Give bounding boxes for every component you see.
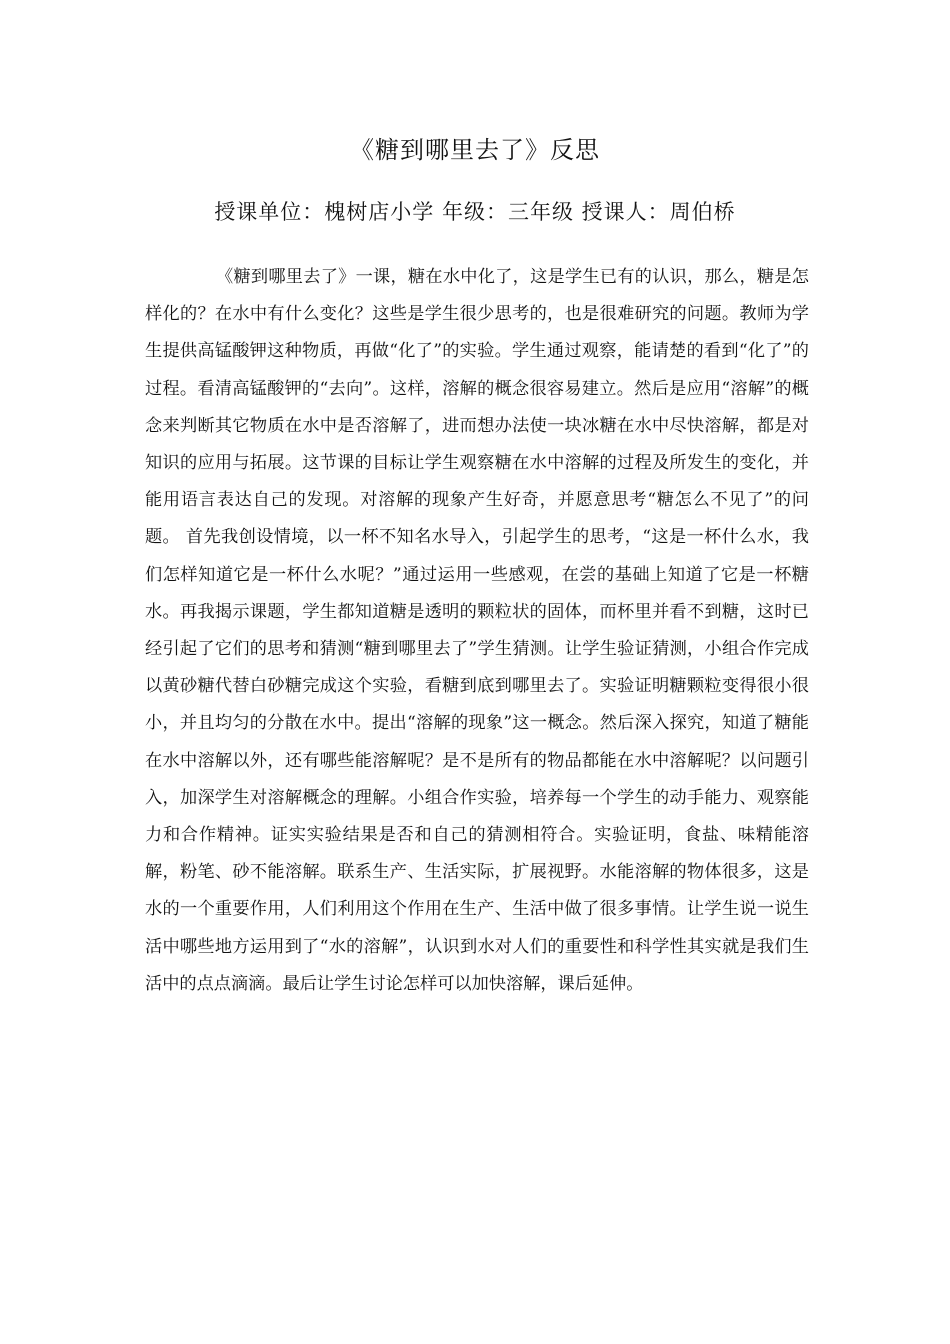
document-subtitle: 授课单位：槐树店小学 年级：三年级 授课人：周伯桥 [214,200,736,224]
document-title: 《糖到哪里去了》反思 [350,136,600,164]
body-paragraph: 《糖到哪里去了》一课，糖在水中化了，这是学生已有的认识，那么，糖是怎样化的？在水中有什么变化？这些是学生很少思考的，也是很难研究的问题。教师为学生提供高锰酸钾这种物质，再做“化了”的实验。学生通过观察，能请楚的看到“化了”的过程。看清高锰酸钾的“去向”。这样，溶解的概念很容易建立。然后是应用“溶解”的概念来判断其它物质在水中是否溶解了，进而想办法使一块冰糖在水中尽快溶解，都是对知识的应用与拓展。这节课的目标让学生观察糖在水中溶解的过程及所发生的变化，并能用语言表达自己的发现。对溶解的现象产生好奇，并愿意思考“糖怎么不见了”的问题。 首先我创设情境，以一杯不知名水导入，引起学生的思考，“这是一杯什么水，我们怎样知道它是一杯什么水呢？”通过运用一些感观，在尝的基础上知道了它是一杯糖水。再我揭示课题，学生都知道糖是透明的颗粒状的固体，而杯里并看不到糖，这时已经引起了它们的思考和猜测“糖到哪里去了”学生猜测。让学生验证猜测，小组合作完成以黄砂糖代替白砂糖完成这个实验，看糖到底到哪里去了。实验证明糖颗粒变得很小很小，并且均匀的分散在水中。提出“溶解的现象”这一概念。然后深入探究，知道了糖能在水中溶解以外，还有哪些能溶解呢？是不是所有的物品都能在水中溶解呢？以问题引入，加深学生对溶解概念的理解。小组合作实验，培养每一个学生的动手能力、观察能力和合作精神。证实实验结果是否和自己的猜测相符合。实验证明，食盐、味精能溶解，粉笔、砂不能溶解。联系生产、生活实际，扩展视野。水能溶解的物体很多，这是水的一个重要作用，人们利用这个作用在生产、生活中做了很多事情。让学生说一说生活中哪些地方运用到了“水的溶解”，认识到水对人们的重要性和科学性其实就是我们生活中的点点滴滴。最后让学生讨论怎样可以加快溶解，课后延伸。 [145,267,809,994]
